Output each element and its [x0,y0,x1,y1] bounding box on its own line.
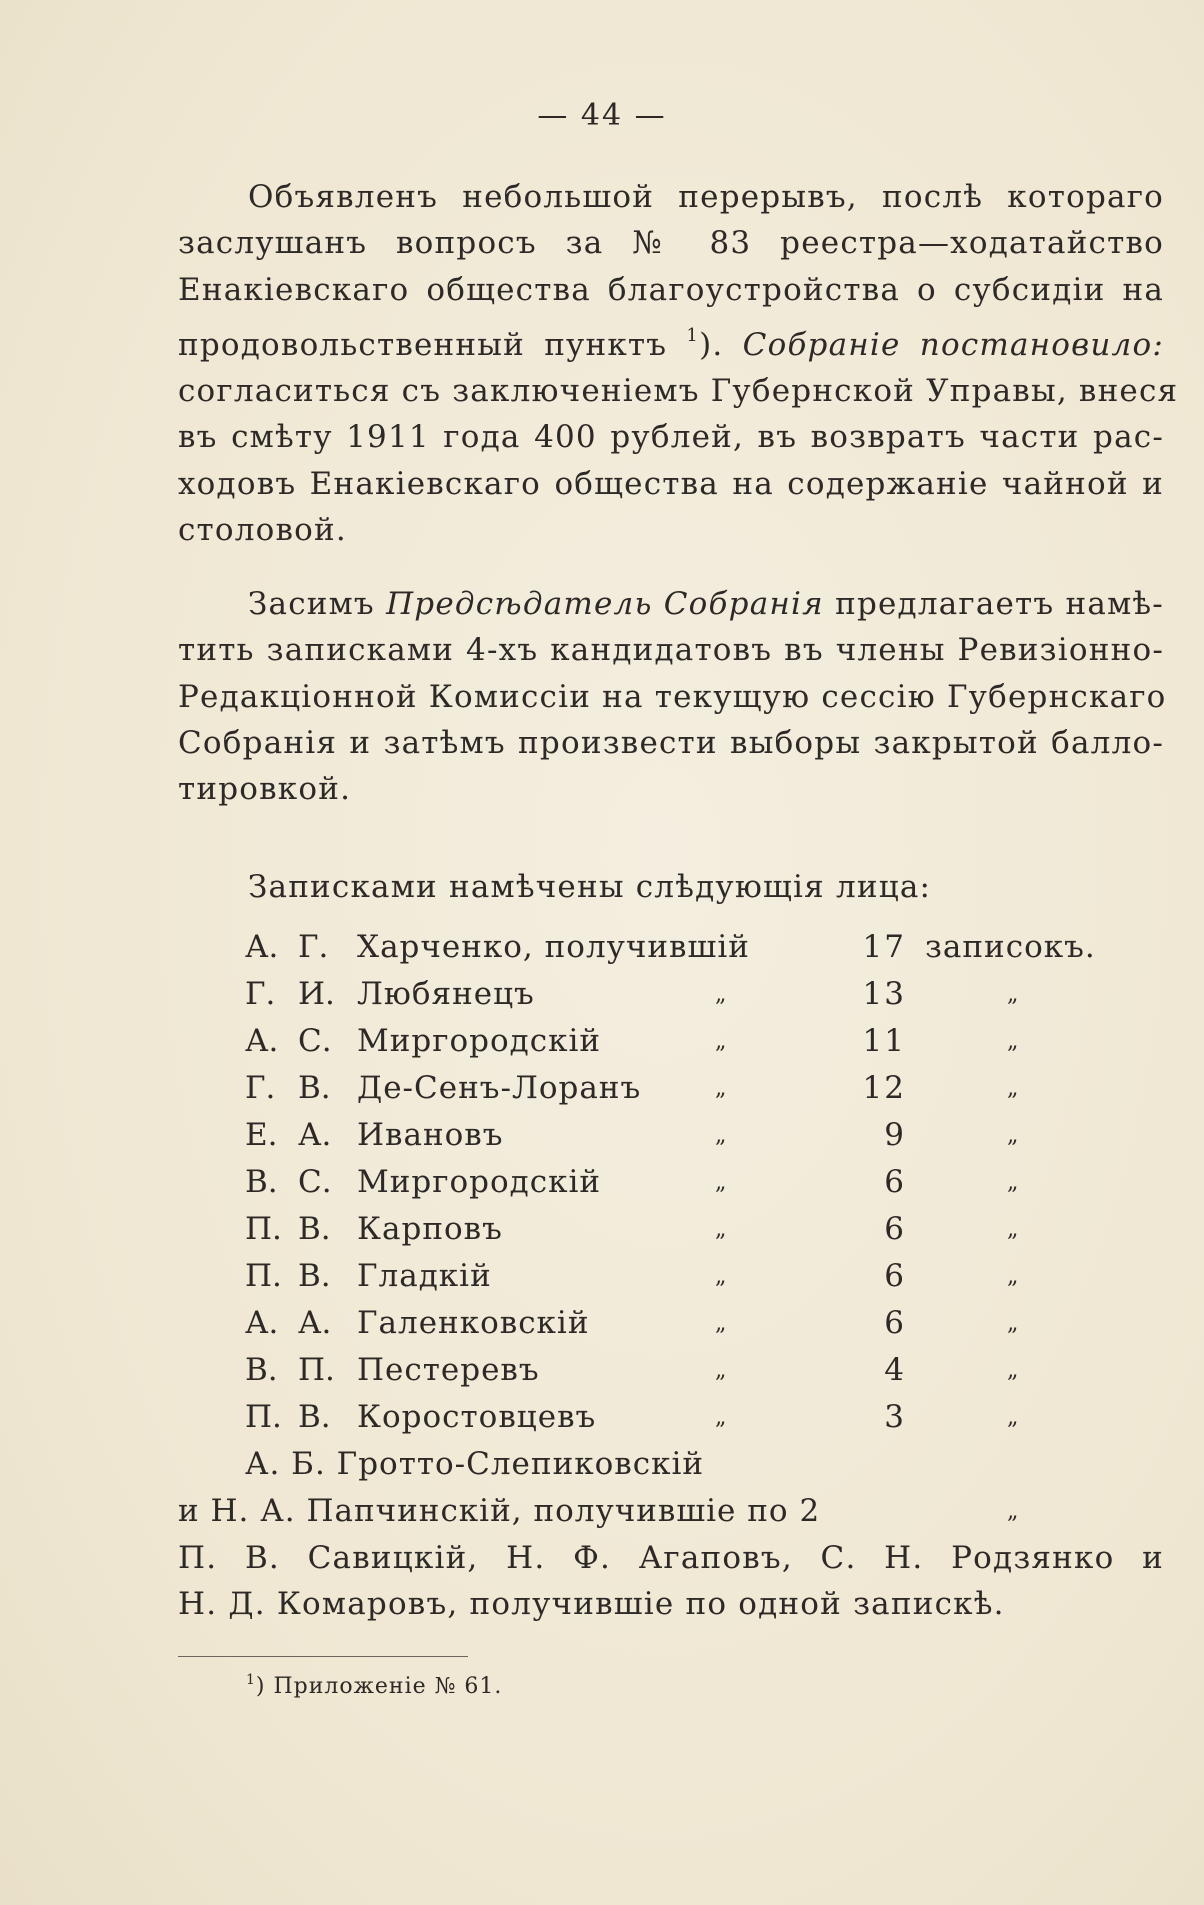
paragraph-line: заслушанъ вопросъ за № 83 реестра—ходатайство [178,225,1164,262]
paragraph-2 [178,581,1167,812]
vote-count: 6 [884,1164,906,1200]
initial-1: Г. [245,1070,276,1106]
initial-1: П. [245,1399,282,1435]
ditto-mark: „ [715,1170,727,1195]
initial-2: И. [298,976,335,1012]
line-text: ). [699,326,724,363]
line-text: продовольственный пунктъ [178,326,687,363]
candidate-row [0,1112,1204,1159]
initial-2: В. [298,1070,331,1106]
paragraph-line [178,313,1164,368]
candidate-name: Любянецъ [357,976,535,1012]
candidate-row [0,1300,1204,1347]
candidate-name: Ивановъ [357,1117,504,1153]
ditto-mark: „ [715,1123,727,1148]
initial-2: П. [298,1352,335,1388]
footnote-ref: 1 [686,324,700,346]
line-text: Засимъ [248,586,387,622]
ditto-mark: „ [1007,982,1019,1007]
paragraph-line: Собранія и затѣмъ произвести выборы закрытой балло- [178,724,1164,761]
vote-count: 6 [884,1305,906,1341]
initial-2: В. [298,1258,331,1294]
initial-2: А. [298,1117,332,1153]
paragraph-line: Объявленъ небольшой перерывъ, послѣ котораго [248,179,1164,215]
initial-2: А. [298,1305,332,1341]
initial-1: Е. [245,1117,278,1153]
initial-1: В. [245,1352,278,1388]
initial-2: С. [298,1023,332,1059]
candidate-name: Галенковскій [357,1305,590,1341]
intro-line: Записками намѣчены слѣдующія лица: [248,869,932,905]
candidate-row [0,1065,1204,1112]
page-number: — 44 — [537,98,667,133]
candidate-papchinsky-row [0,1488,1204,1535]
vote-count: 11 [862,1023,906,1059]
initial-1: П. [245,1211,282,1247]
candidate-row [0,971,1204,1018]
ditto-mark: „ [715,1264,727,1289]
initial-2: В. [298,1211,331,1247]
vote-unit: записокъ. [925,929,1096,965]
initial-1: А. [245,1023,279,1059]
ditto-mark: „ [715,1217,727,1242]
vote-count: 4 [884,1352,906,1388]
ditto-mark: „ [715,1029,727,1054]
paragraph-line: тить записками 4-хъ кандидатовъ въ члены Ревизіонно- [178,632,1164,669]
initial-1: А. [245,929,279,965]
papchinsky-text: и Н. А. Папчинскій, получившіе по 2 [178,1493,821,1529]
candidate-name: Харченко, получившій [357,929,750,965]
initial-2: С. [298,1164,332,1200]
ditto-mark: „ [1007,1029,1019,1054]
candidate-name: Де-Сенъ-Лоранъ [357,1070,642,1106]
initial-1: В. [245,1164,278,1200]
paragraph-1 [178,174,1179,553]
vote-count: 17 [862,929,906,965]
initial-1: П. [245,1258,282,1294]
vote-count: 6 [884,1211,906,1247]
candidate-row [0,1347,1204,1394]
paragraph-line: Редакціонной Комиссіи на текущую сессію Губернскаго [178,678,1167,715]
vote-count: 6 [884,1258,906,1294]
candidate-row [0,1159,1204,1206]
footnote-mark: 1 [246,1672,256,1688]
candidate-row [0,1206,1204,1253]
candidate-name: Карповъ [357,1211,503,1247]
ditto-mark: „ [1007,1499,1019,1524]
ditto-mark: „ [1007,1311,1019,1336]
footnote-text: ) Приложеніе № 61. [255,1674,503,1699]
paragraph-line: ходовъ Енакіевскаго общества на содержаніе чайной и [178,465,1164,502]
closing-paragraph [178,1535,1164,1628]
candidate-row [0,924,1204,971]
vote-count: 9 [884,1117,906,1153]
candidate-name: Коростовцевъ [357,1399,597,1435]
paragraph-line: столовой. [178,512,347,549]
paragraph-line: П. В. Савицкій, Н. Ф. Агаповъ, С. Н. Родзянко и [178,1540,1164,1576]
chairman-phrase: Предсѣдатель Собранія [386,586,824,622]
paragraph-line: согласиться съ заключеніемъ Губернской Управы, внеся [178,373,1179,410]
ditto-mark: „ [715,982,727,1007]
line-text: предлагаетъ намѣ- [823,586,1164,622]
ditto-mark: „ [1007,1170,1019,1195]
ditto-mark: „ [1007,1217,1019,1242]
paragraph-line [178,581,1164,627]
vote-count: 13 [862,976,906,1012]
paragraph-line: тировкой. [178,771,352,808]
ditto-mark: „ [1007,1264,1019,1289]
initial-1: А. [245,1305,279,1341]
candidate-row [0,1394,1204,1441]
candidate-grotto-line: А. Б. Гротто-Слепиковскій [245,1446,705,1482]
footnote [246,1672,502,1699]
initial-1: Г. [245,976,276,1012]
ditto-mark: „ [715,1076,727,1101]
ditto-mark: „ [715,1405,727,1430]
ditto-mark: „ [1007,1358,1019,1383]
vote-count: 12 [862,1070,906,1106]
ditto-mark: „ [715,1358,727,1383]
paragraph-line: Енакіевскаго общества благоустройства о субсидіи на [178,271,1164,308]
vote-count: 3 [884,1399,906,1435]
ditto-mark: „ [715,1311,727,1336]
initial-2: В. [298,1399,331,1435]
ditto-mark: „ [1007,1405,1019,1430]
ditto-mark: „ [1007,1123,1019,1148]
ditto-mark: „ [1007,1076,1019,1101]
candidates-intro [178,864,1164,910]
paragraph-line: Н. Д. Комаровъ, получившіе по одной запискѣ. [178,1586,1005,1623]
footnote-divider [178,1656,468,1657]
candidate-name: Гладкій [357,1258,492,1294]
candidate-name: Пестеревъ [357,1352,540,1388]
candidate-name: Миргородскій [357,1164,602,1200]
candidate-row [0,1253,1204,1300]
resolution-phrase: Собраніе постановило: [742,326,1164,363]
initial-2: Г. [298,929,329,965]
candidate-name: Миргородскій [357,1023,602,1059]
paragraph-line: въ смѣту 1911 года 400 рублей, въ возвратъ части рас- [178,419,1164,456]
candidate-row [0,1018,1204,1065]
